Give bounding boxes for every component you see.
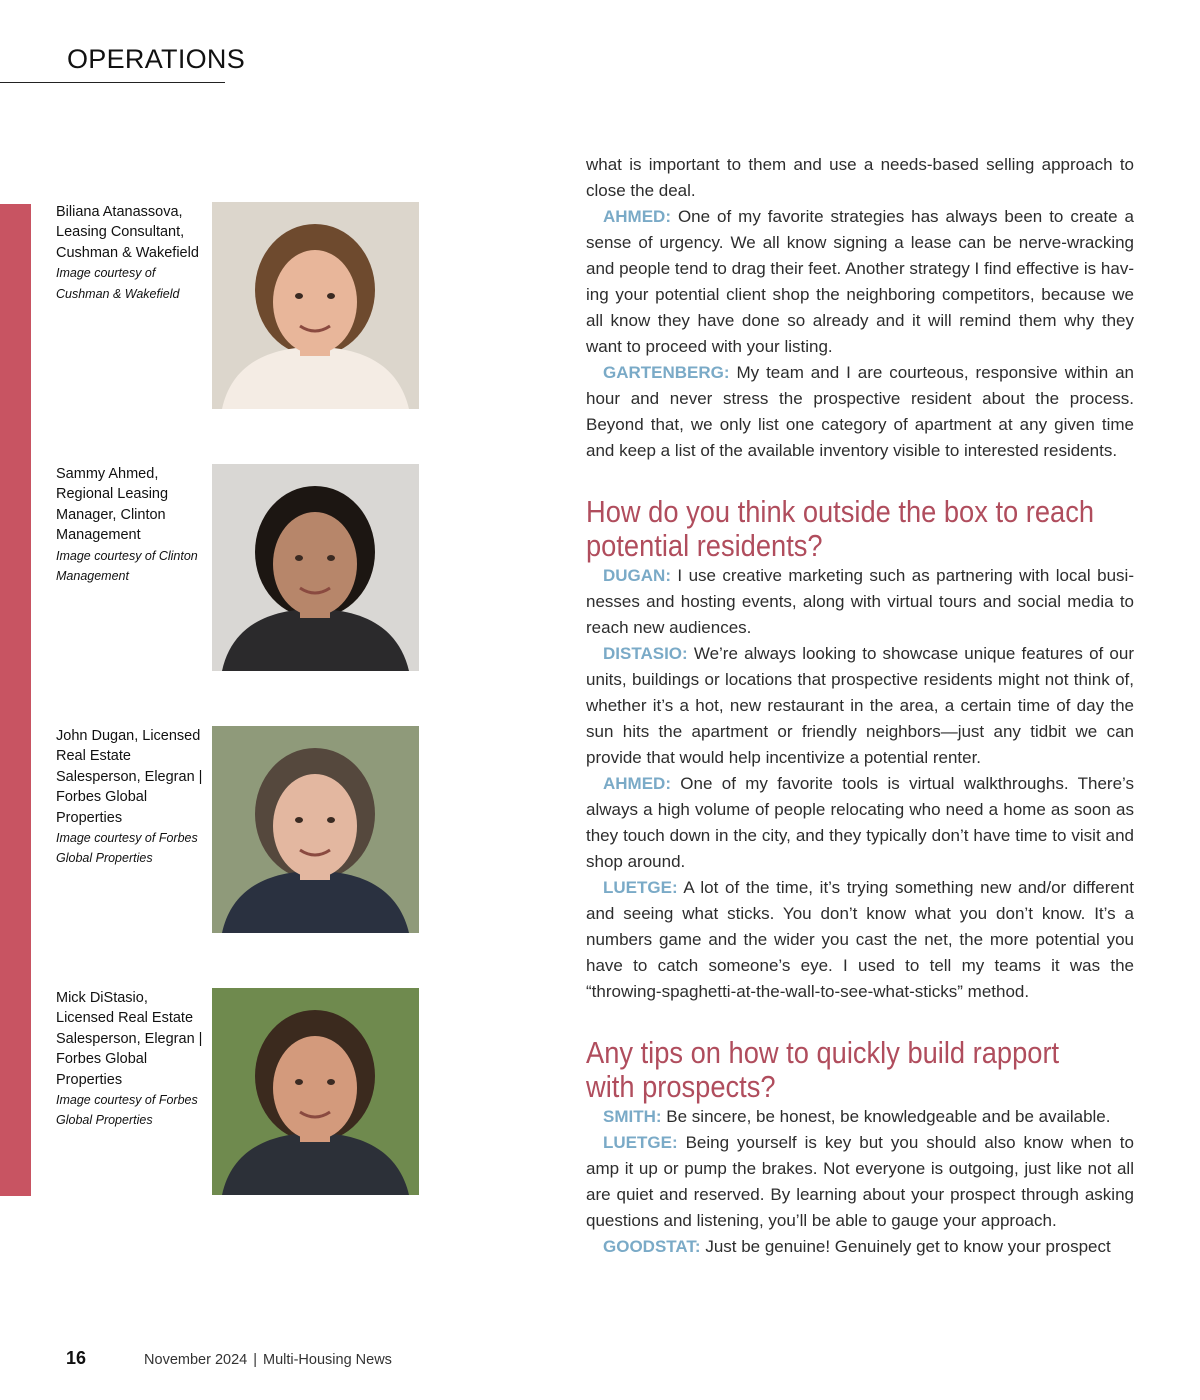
answer-text: I use creative marketing such as partnering with local businesses and hosting events, along with virtual tours and social media to reach new audiences. bbox=[586, 566, 1134, 637]
profile-title: Regional Leasing Manager, Clinton Management bbox=[56, 486, 169, 544]
answer-paragraph bbox=[586, 771, 1134, 875]
answer-text: Be sincere, be honest, be knowledgeable and be available. bbox=[661, 1107, 1111, 1126]
portrait-face bbox=[273, 774, 357, 878]
publication-name: Multi-Housing News bbox=[262, 1352, 392, 1368]
speaker-name: GARTENBERG: bbox=[603, 363, 730, 382]
portrait-illustration bbox=[212, 726, 419, 933]
speaker-name: AHMED: bbox=[603, 207, 671, 226]
profile-name: John Dugan, bbox=[56, 728, 139, 744]
answer-text: Being yourself is key but you should also know when to amp it up or pump the brakes. Not everyone is outgoing, just like not all are quiet and reserved. By learning about your prospect through asking questions and listening, you’ll be able to gauge your approach. bbox=[586, 1133, 1134, 1230]
profile-title: Licensed Real Estate Salesperson, Elegran | Forbes Global Properties bbox=[56, 728, 203, 826]
answer-paragraph bbox=[586, 563, 1134, 641]
page-footer bbox=[66, 1348, 392, 1369]
answer-text: One of my favorite strategies has always been to create a sense of urgency. We all know signing a lease can be nerve-wracking and people tend to drag their feet. Another strategy I find effective is having your potential client shop the neighboring competitors, because we all know they have done so already and it will remind them why they want to proceed with your listing. bbox=[586, 207, 1134, 356]
answer-paragraph bbox=[586, 641, 1134, 771]
profile-photo bbox=[212, 202, 419, 409]
profile-ahmed bbox=[56, 464, 436, 674]
profile-caption bbox=[56, 726, 206, 869]
section-label: OPERATIONS bbox=[67, 44, 246, 74]
profile-distasio bbox=[56, 988, 436, 1198]
portrait-face bbox=[273, 1036, 357, 1140]
answer-paragraph bbox=[586, 875, 1134, 1005]
profile-credit: Image courtesy of Clinton Management bbox=[56, 548, 198, 584]
speaker-name: GOODSTAT: bbox=[603, 1237, 701, 1256]
portrait-eye-right bbox=[327, 293, 335, 299]
profile-credit: Image courtesy of Forbes Global Properties bbox=[56, 831, 198, 866]
page-number: 16 bbox=[66, 1348, 87, 1368]
portrait-illustration bbox=[212, 988, 419, 1195]
profile-dugan bbox=[56, 726, 436, 936]
issue-date: November 2024 bbox=[144, 1352, 248, 1368]
speaker-name: LUETGE: bbox=[603, 1133, 678, 1152]
portrait-eye-left bbox=[295, 1079, 303, 1085]
portrait-eye-right bbox=[327, 817, 335, 823]
profile-credit: Image courtesy of Forbes Global Properties bbox=[56, 1093, 198, 1128]
profile-title: Leasing Consultant, Cushman & Wakefield bbox=[56, 224, 199, 261]
speaker-name: SMITH: bbox=[603, 1107, 662, 1126]
article-body bbox=[586, 152, 1134, 1260]
portrait-eye-right bbox=[327, 1079, 335, 1085]
portrait-eye-left bbox=[295, 817, 303, 823]
speaker-name: LUETGE: bbox=[603, 878, 678, 897]
question-heading: How do you think outside the box to reach potential residents? bbox=[586, 494, 1095, 563]
answer-text: We’re always looking to showcase unique features of our units, buildings or locations that prospective residents might not think of, whether it’s a hot, new restaurant in the area, a certain time of day the sun hits the apartment or friendly neighbors—just any tidbit we can provide that would help incentivize a potential renter. bbox=[586, 644, 1134, 767]
profile-name: Biliana Atanassova, bbox=[56, 204, 183, 220]
profile-photo bbox=[212, 988, 419, 1195]
profile-photo bbox=[212, 464, 419, 671]
answer-text: One of my favorite tools is virtual walkthroughs. There’s always a high volume of people relocating who need a home as soon as they touch down in the city, and they typically don’t have time to visit and shop around. bbox=[586, 774, 1134, 871]
answer-paragraph bbox=[586, 1234, 1134, 1260]
profile-credit: Image courtesy of Cushman & Wakefield bbox=[56, 266, 180, 301]
profile-name: Mick DiStasio, bbox=[56, 990, 148, 1006]
speaker-name: DISTASIO: bbox=[603, 644, 688, 663]
answer-paragraph bbox=[586, 1104, 1134, 1130]
accent-bar bbox=[0, 204, 31, 1196]
speaker-name: DUGAN: bbox=[603, 566, 671, 585]
answer-paragraph bbox=[586, 1130, 1134, 1234]
profile-title: Licensed Real Estate Salesperson, Elegran | Forbes Global Properties bbox=[56, 1010, 203, 1088]
portrait-illustration bbox=[212, 202, 419, 409]
profile-caption bbox=[56, 464, 206, 586]
speaker-name: AHMED: bbox=[603, 774, 671, 793]
portrait-eye-right bbox=[327, 555, 335, 561]
article-paragraph: what is important to them and use a needs-based selling approach to close the deal. bbox=[586, 155, 1134, 200]
question-heading: Any tips on how to quickly build rapport with prospects? bbox=[586, 1035, 1060, 1104]
answer-paragraph bbox=[586, 360, 1134, 464]
profile-photo bbox=[212, 726, 419, 933]
answer-paragraph bbox=[586, 204, 1134, 360]
footer-separator: | bbox=[253, 1352, 257, 1368]
section-rule bbox=[0, 82, 225, 83]
answer-text: A lot of the time, it’s trying something new and/or different and seeing what sticks. You don’t know what you don’t know. It’s a numbers game and the wider you cast the net, the more potential you have to catch someone’s eye. I used to tell my teams it was the “throwing-spaghetti-at-the-wall-to-see-what-sticks” method. bbox=[586, 878, 1134, 1001]
profile-name: Sammy Ahmed, bbox=[56, 466, 159, 482]
profile-caption bbox=[56, 202, 206, 304]
portrait-eye-left bbox=[295, 555, 303, 561]
answer-text: My team and I are courteous, responsive within an hour and never stress the prospective resident about the process. Beyond that, we only list one category of apartment at any given time and keep a list of the available inventory visible to interested residents. bbox=[586, 363, 1134, 460]
portrait-face bbox=[273, 250, 357, 354]
answer-text: Just be genuine! Genuinely get to know your prospect bbox=[700, 1237, 1111, 1256]
profile-atanassova bbox=[56, 202, 436, 412]
portrait-eye-left bbox=[295, 293, 303, 299]
profile-caption bbox=[56, 988, 206, 1131]
portrait-face bbox=[273, 512, 357, 616]
portrait-illustration bbox=[212, 464, 419, 671]
